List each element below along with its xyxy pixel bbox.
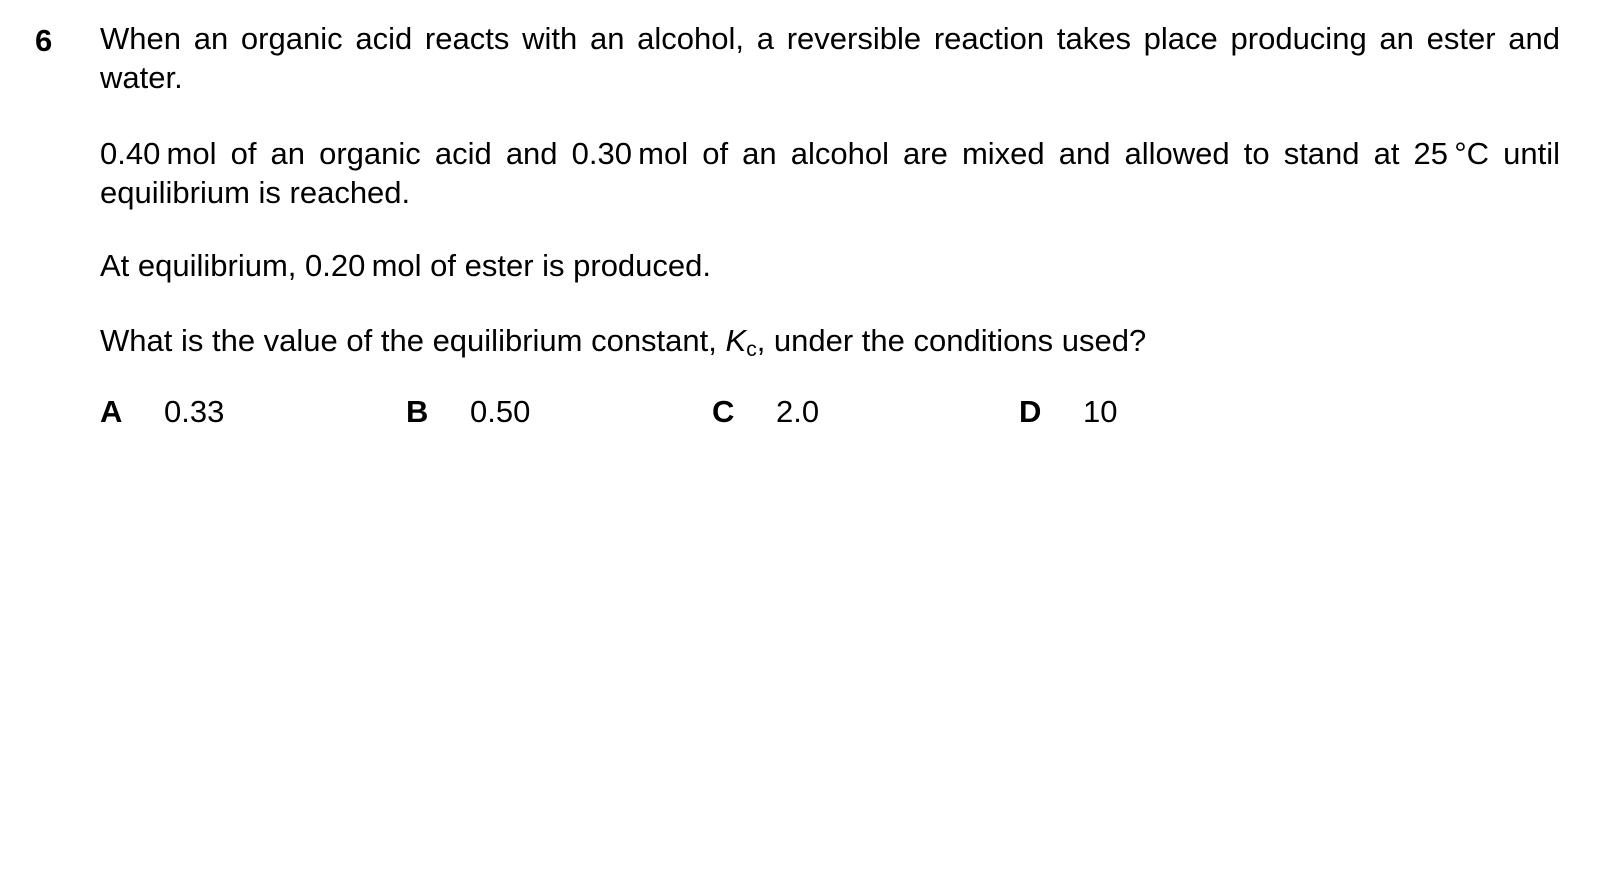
option-d[interactable] [1019,392,1117,431]
option-c-letter: C [712,394,735,429]
question-number: 6 [35,23,53,58]
option-d-letter: D [1019,394,1042,429]
question-paragraph-intro: When an organic acid reacts with an alcohol, a reversible reaction takes place producing an ester and water. [100,21,1560,95]
option-b[interactable] [406,392,530,431]
question-paragraph-equilibrium: At equilibrium, 0.20 mol of ester is produced. [100,248,712,283]
option-c[interactable] [712,392,819,431]
kc-symbol-k: K [725,323,747,358]
kc-symbol [725,323,757,361]
question-prompt-start: What is the value of the equilibrium constant, [100,323,726,358]
question-prompt [100,321,1560,360]
question-prompt-end: , under the conditions used? [756,323,1147,358]
question-paragraph-quantities: 0.40 mol of an organic acid and 0.30 mol of an alcohol are mixed and allowed to stand at 25 °C until equilibrium is reached. [100,136,1560,210]
option-a-value: 0.33 [164,394,225,429]
option-a-letter: A [100,394,123,429]
option-b-value: 0.50 [470,394,531,429]
option-c-value: 2.0 [776,394,820,429]
option-b-letter: B [406,394,429,429]
option-a[interactable] [100,392,224,431]
answer-options [100,392,1560,432]
kc-symbol-subscript: c [746,338,757,361]
option-d-value: 10 [1083,394,1118,429]
